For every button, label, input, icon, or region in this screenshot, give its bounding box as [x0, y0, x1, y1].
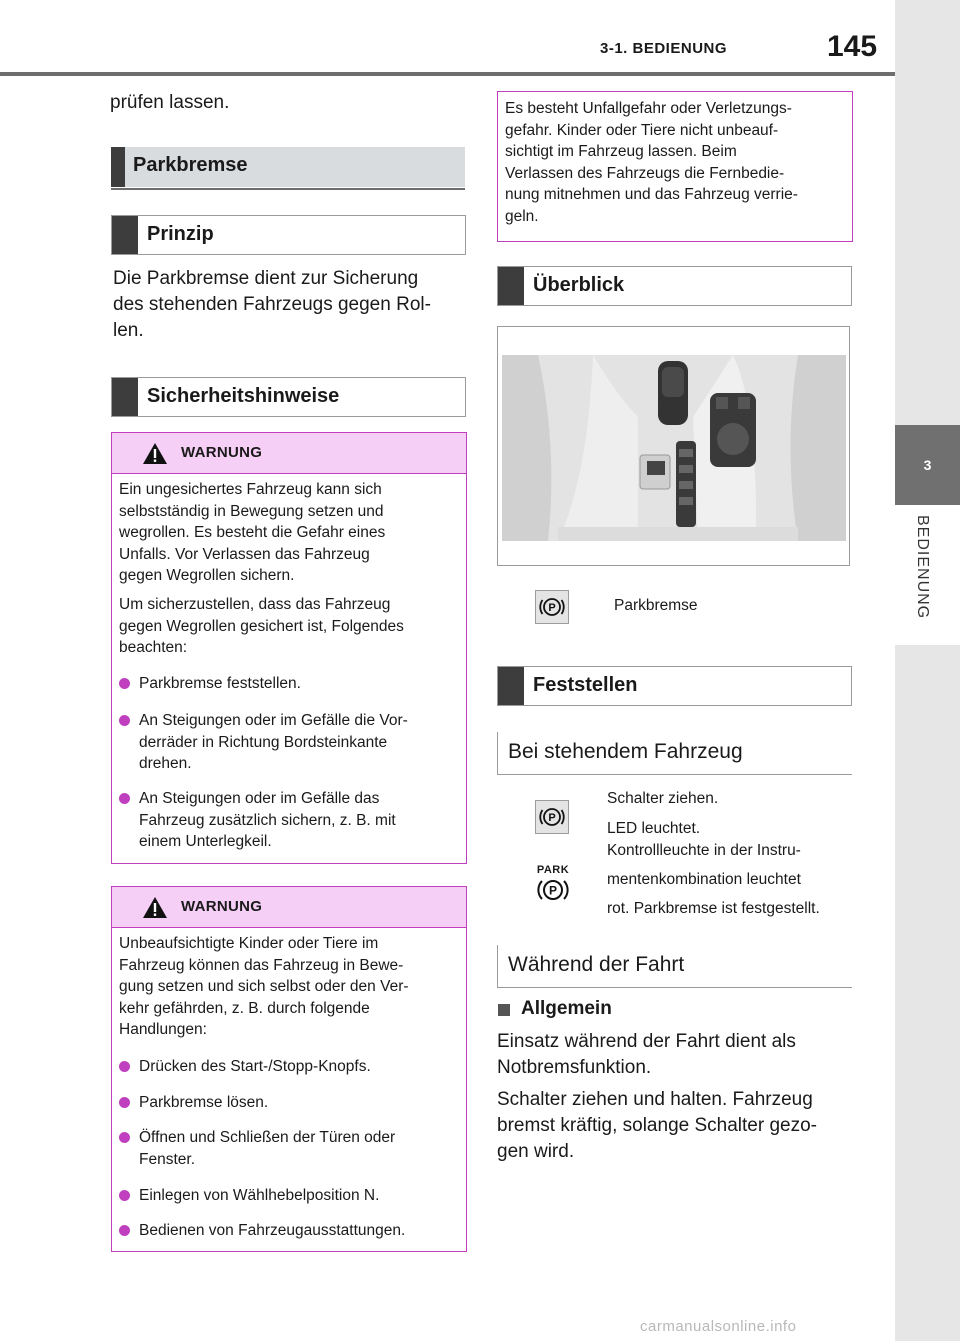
text-line: gen wird. — [497, 1141, 575, 1162]
warning-label: WARNUNG — [181, 444, 263, 461]
warning-header — [112, 887, 466, 928]
text-line: Fahrzeug zusätzlich sichern, z. B. mit — [139, 811, 396, 829]
step-line: mentenkombination leuchtet — [607, 871, 801, 888]
list-item — [119, 710, 458, 775]
prinzip-heading-text: Prinzip — [147, 223, 214, 245]
general-text — [497, 1029, 796, 1081]
text-line: Einlegen von Wählhebelposition N. — [139, 1187, 380, 1204]
text-line: An Steigungen oder im Gefälle die Vor- — [139, 712, 408, 729]
warning-text-2 — [119, 594, 458, 659]
text-line: Es besteht Unfallgefahr oder Verletzungs- — [505, 100, 792, 117]
list-item — [119, 1056, 458, 1078]
step-line: Kontrollleuchte in der Instru- — [607, 842, 801, 859]
text-line: Drücken des Start-/Stopp-Knopfs. — [139, 1058, 371, 1075]
chapter-label-text: BEDIENUNG — [914, 515, 931, 620]
text-line: sichtigt im Fahrzeug lassen. Beim — [505, 143, 737, 160]
text-line: kehr gefährden, z. B. durch folgende — [119, 999, 370, 1017]
intro-text: prüfen lassen. — [110, 92, 230, 113]
warning-continued-text — [505, 98, 844, 227]
svg-text:P: P — [548, 883, 558, 898]
bullet-dot — [119, 1190, 130, 1201]
safety-heading — [111, 377, 466, 417]
text-line: selbstständig in Bewegung setzen und — [119, 502, 384, 520]
side-strip-bottom — [895, 645, 960, 1341]
text-line: beachten: — [119, 639, 188, 656]
driving-heading-text: Während der Fahrt — [508, 953, 685, 976]
text-line: Handlungen: — [119, 1021, 207, 1038]
heading-bar — [112, 216, 138, 254]
chapter-tab[interactable]: 3 — [895, 425, 960, 505]
text-line: Einsatz während der Fahrt dient als — [497, 1031, 796, 1052]
svg-text:P: P — [548, 602, 556, 614]
driving-heading — [497, 945, 852, 988]
text-line: nung mitnehmen und das Fahrzeug verrie- — [505, 186, 798, 203]
warning-label: WARNUNG — [181, 898, 263, 915]
warning-header — [112, 433, 466, 474]
text-line: gegen Wegrollen gesichert ist, Folgendes — [119, 617, 404, 635]
text-line: derräder in Richtung Bordsteinkante — [139, 733, 388, 751]
text-line: Schalter ziehen und halten. Fahrzeug — [497, 1089, 813, 1110]
warning-box-1 — [111, 432, 467, 864]
stationary-heading-text: Bei stehendem Fahrzeug — [508, 740, 743, 763]
text-line: gefahr. Kinder oder Tiere nicht unbeauf- — [505, 121, 779, 139]
text-line: Ein ungesichertes Fahrzeug kann sich — [119, 481, 382, 498]
parking-brake-icon — [535, 590, 569, 624]
text-line: Öffnen und Schließen der Türen oder — [139, 1129, 396, 1146]
text-line: Die Parkbremse dient zur Sicherung — [113, 268, 419, 289]
heading-bar — [111, 147, 125, 187]
bullet-dot — [119, 1132, 130, 1143]
parking-brake-symbol-icon — [536, 591, 568, 623]
side-strip-top — [895, 0, 960, 425]
text-line: Parkbremse feststellen. — [139, 675, 301, 692]
heading-bar — [498, 267, 524, 305]
park-indicator-icon — [533, 864, 573, 904]
warning-box-2 — [111, 886, 467, 1252]
list-item — [119, 1185, 458, 1207]
parkbremse-heading-text: Parkbremse — [133, 154, 248, 176]
chapter-label — [895, 515, 960, 645]
list-item — [119, 1127, 458, 1170]
overview-heading — [497, 266, 852, 306]
apply-heading-text: Feststellen — [533, 674, 638, 696]
text-line: drehen. — [139, 755, 192, 772]
step-line: LED leuchtet. — [607, 820, 701, 837]
watermark: carmanualsonline.info — [640, 1318, 797, 1335]
list-item — [119, 1220, 458, 1242]
page-number: 145 — [827, 30, 878, 63]
prinzip-heading — [111, 215, 466, 255]
text-line: Parkbremse lösen. — [139, 1094, 269, 1111]
text-line: Fenster. — [139, 1150, 195, 1168]
warning-triangle-icon — [142, 442, 168, 465]
general-heading: Allgemein — [521, 998, 612, 1019]
list-item — [119, 788, 458, 853]
step-line: Schalter ziehen. — [607, 790, 719, 807]
warning-triangle-icon — [142, 896, 168, 919]
text-line: gegen Wegrollen sichern. — [119, 567, 295, 584]
text-line: Fahrzeug können das Fahrzeug in Bewe- — [119, 956, 404, 974]
park-brake-indicator-icon — [533, 876, 573, 904]
header-rule — [0, 72, 895, 76]
text-line: Unfalls. Vor Verlassen das Fahrzeug — [119, 545, 370, 563]
safety-heading-text: Sicherheitshinweise — [147, 385, 340, 407]
text-line: Notbremsfunktion. — [497, 1057, 652, 1078]
console-image — [498, 327, 849, 565]
text-line: An Steigungen oder im Gefälle das — [139, 790, 380, 807]
prinzip-text — [113, 266, 431, 344]
square-bullet-icon — [498, 1004, 510, 1016]
text-line: Bedienen von Fahrzeugausstattungen. — [139, 1222, 406, 1239]
text-line: einem Unterlegkeil. — [139, 833, 272, 850]
parking-brake-label: Parkbremse — [614, 597, 698, 614]
text-line: wegrollen. Es besteht die Gefahr eines — [119, 524, 386, 541]
apply-heading — [497, 666, 852, 706]
bullet-dot — [119, 1061, 130, 1072]
general-text-2 — [497, 1087, 817, 1165]
warning-continued-box — [497, 91, 853, 242]
park-indicator-text: PARK — [536, 864, 570, 876]
list-item — [119, 1092, 458, 1114]
stationary-steps — [607, 788, 857, 920]
text-line: len. — [113, 320, 144, 341]
center-console-illustration — [497, 326, 850, 566]
section-title: 3-1. BEDIENUNG — [600, 40, 728, 57]
text-line: Unbeaufsichtigte Kinder oder Tiere im — [119, 935, 379, 952]
text-line: Verlassen des Fahrzeugs die Fernbedie- — [505, 164, 785, 182]
text-line: bremst kräftig, solange Schalter gezo- — [497, 1115, 817, 1136]
svg-text:P: P — [548, 812, 556, 824]
bullet-dot — [119, 1097, 130, 1108]
overview-heading-text: Überblick — [533, 274, 625, 296]
bullet-dot — [119, 678, 130, 689]
stationary-heading — [497, 732, 852, 775]
bullet-dot — [119, 1225, 130, 1236]
warning-text — [119, 479, 458, 587]
bullet-dot — [119, 715, 130, 726]
heading-bar — [498, 667, 524, 705]
text-line: gung setzen und sich selbst oder den Ver- — [119, 978, 409, 995]
parkbremse-heading — [111, 147, 465, 187]
step-line: rot. Parkbremse ist festgestellt. — [607, 900, 820, 917]
warning-text — [119, 933, 458, 1041]
list-item — [119, 673, 458, 695]
parking-brake-symbol-icon — [536, 801, 568, 833]
text-line: geln. — [505, 207, 539, 225]
text-line: Um sicherzustellen, dass das Fahrzeug — [119, 596, 391, 613]
bullet-dot — [119, 793, 130, 804]
text-line: des stehenden Fahrzeugs gegen Rol- — [113, 294, 431, 315]
heading-rule — [111, 188, 465, 190]
parking-brake-switch-icon — [535, 800, 569, 834]
heading-bar — [112, 378, 138, 416]
